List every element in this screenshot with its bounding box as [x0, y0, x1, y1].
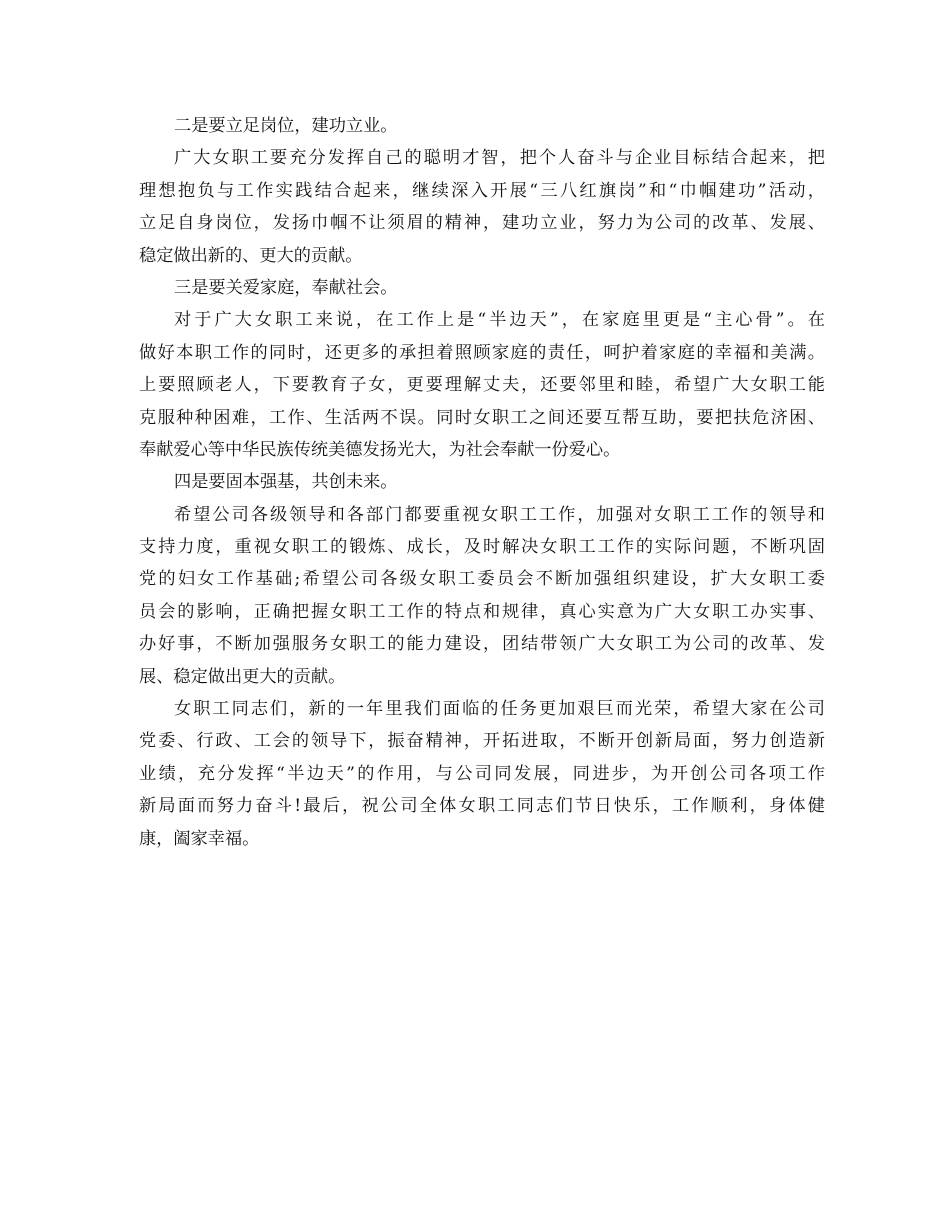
text-line: 支持力度，重视女职工的锻炼、成长，及时解决女职工工作的实际问题，不断巩固	[139, 537, 825, 558]
text-line: 上要照顾老人，下要教育子女，更要理解丈夫，还要邻里和睦，希望广大女职工能	[139, 375, 825, 396]
document-body	[139, 110, 825, 855]
text-line: 四是要固本强基，共创未来。	[174, 472, 398, 493]
paragraph-point-three-heading	[139, 272, 825, 304]
paragraph-closing	[139, 693, 825, 855]
text-line: 业绩，充分发挥“半边天”的作用，与公司同发展，同进步，为开创公司各项工作	[139, 763, 825, 784]
paragraph-point-three-body	[139, 304, 825, 466]
paragraph-point-four-body	[139, 499, 825, 693]
text-line: 党委、行政、工会的领导下，振奋精神，开拓进取，不断开创新局面，努力创造新	[139, 731, 825, 752]
text-line: 希望公司各级领导和各部门都要重视女职工工作，加强对女职工工作的领导和	[174, 504, 825, 525]
text-line: 员会的影响，正确把握女职工工作的特点和规律，真心实意为广大女职工办实事、	[139, 601, 825, 622]
text-line: 稳定做出新的、更大的贡献。	[139, 245, 363, 266]
paragraph-point-four-heading	[139, 466, 825, 498]
text-line: 女职工同志们，新的一年里我们面临的任务更加艰巨而光荣，希望大家在公司	[174, 699, 825, 720]
paragraph-point-two-heading	[139, 110, 825, 142]
text-line: 党的妇女工作基础;希望公司各级女职工委员会不断加强组织建设，扩大女职工委	[139, 569, 825, 590]
text-line: 三是要关爱家庭，奉献社会。	[174, 277, 398, 298]
text-line: 办好事，不断加强服务女职工的能力建设，团结带领广大女职工为公司的改革、发	[139, 634, 825, 655]
text-line: 理想抱负与工作实践结合起来，继续深入开展“三八红旗岗”和“巾帼建功”活动，	[139, 180, 825, 201]
text-line: 做好本职工作的同时，还更多的承担着照顾家庭的责任，呵护着家庭的幸福和美满。	[139, 342, 825, 363]
text-line: 展、稳定做出更大的贡献。	[139, 666, 346, 687]
text-line: 二是要立足岗位，建功立业。	[174, 116, 398, 136]
text-line: 奉献爱心等中华民族传统美德发扬光大，为社会奉献一份爱心。	[139, 439, 621, 460]
text-line: 对于广大女职工来说，在工作上是“半边天”，在家庭里更是“主心骨”。在	[174, 310, 825, 331]
text-line: 立足自身岗位，发扬巾帼不让须眉的精神，建功立业，努力为公司的改革、发展、	[139, 213, 825, 234]
text-line: 康，阖家幸福。	[139, 828, 260, 849]
text-line: 新局面而努力奋斗!最后，祝公司全体女职工同志们节日快乐，工作顺利，身体健	[139, 796, 825, 817]
text-line: 克服种种困难，工作、生活两不误。同时女职工之间还要互帮互助，要把扶危济困、	[139, 407, 825, 428]
paragraph-point-two-body	[139, 142, 825, 272]
text-line: 广大女职工要充分发挥自己的聪明才智，把个人奋斗与企业目标结合起来，把	[174, 148, 825, 169]
